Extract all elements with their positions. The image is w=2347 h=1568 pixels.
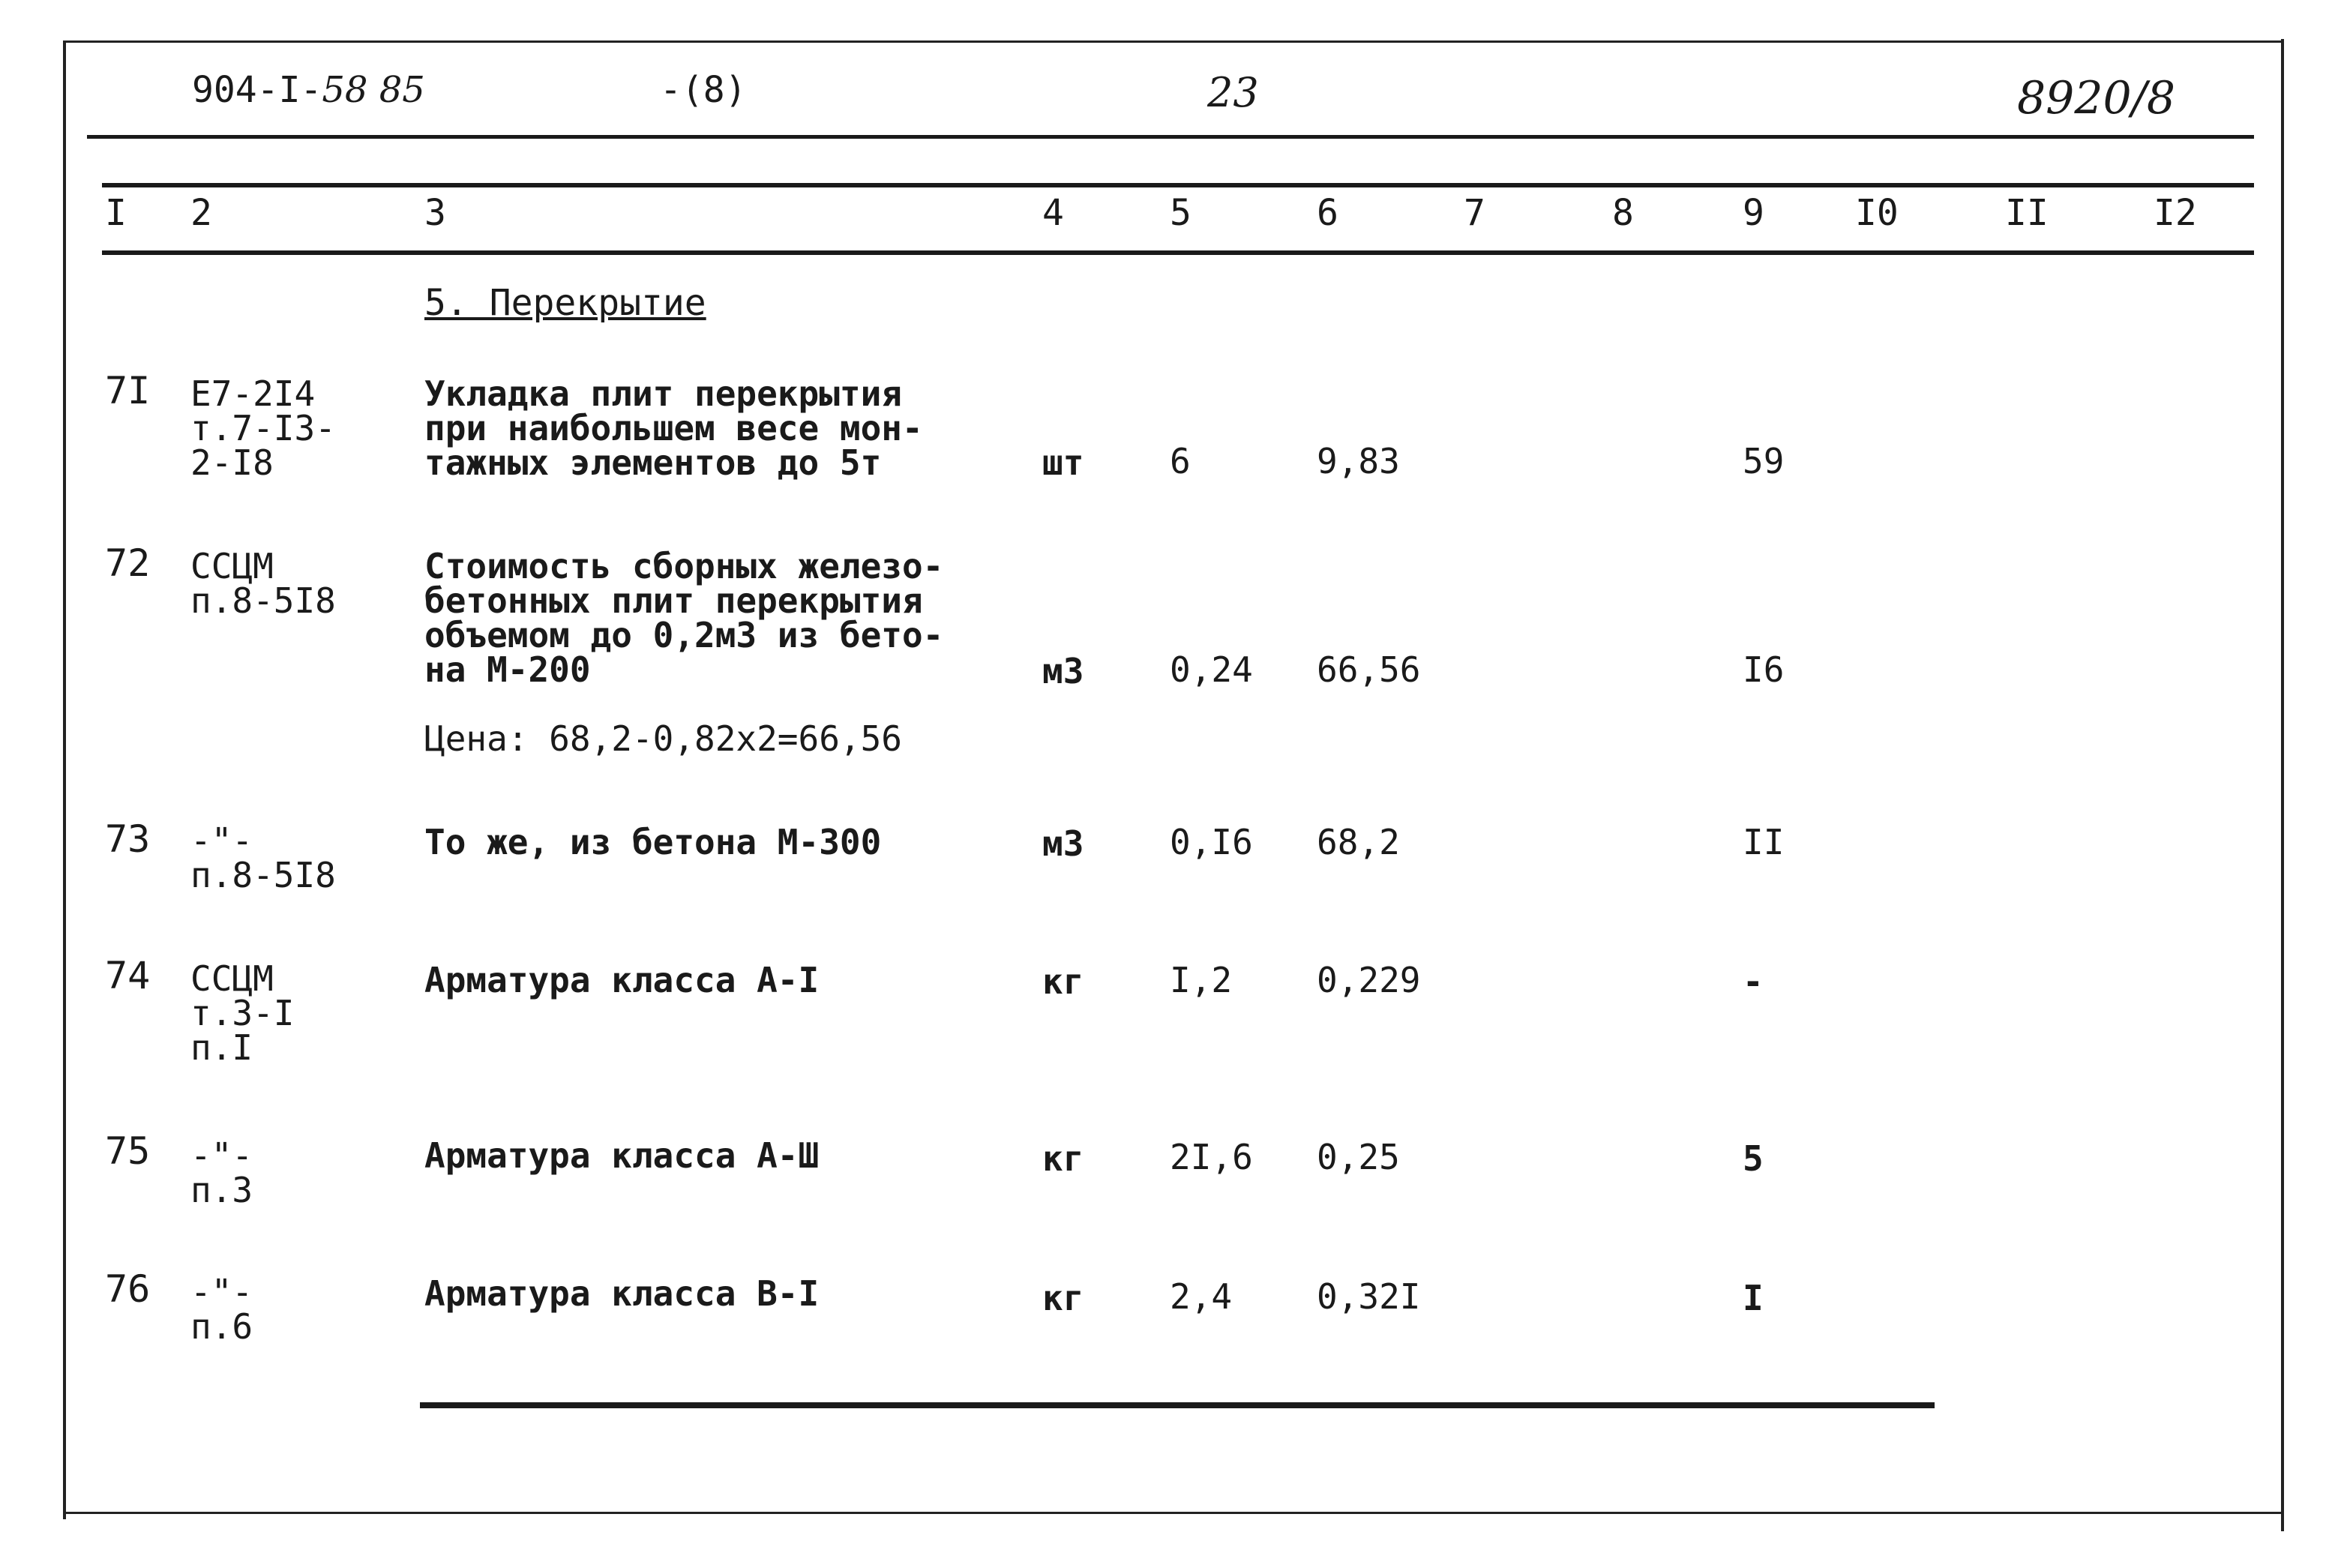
column-number: 9 xyxy=(1743,192,1764,234)
row-unit: кг xyxy=(1042,1138,1084,1179)
row-total: I6 xyxy=(1743,649,1785,690)
page-number: 23 xyxy=(1207,69,1259,116)
doc-code xyxy=(192,69,425,111)
frame-top-border xyxy=(63,40,2284,43)
row-unit: кг xyxy=(1042,1278,1084,1318)
row-description-line: Арматура класса А-Ш xyxy=(424,1135,820,1176)
row-number: 73 xyxy=(105,817,151,861)
row-number: 7I xyxy=(105,369,151,412)
row-price-note: Цена: 68,2-0,82х2=66,56 xyxy=(424,718,902,759)
row-unit-price: 0,32I xyxy=(1317,1276,1421,1317)
row-code-line: 2-I8 xyxy=(190,442,274,483)
column-header-bottom-rule xyxy=(102,250,2254,255)
row-unit-price: 66,56 xyxy=(1317,649,1421,690)
row-unit: кг xyxy=(1042,961,1084,1002)
sheet-number: 8920/8 xyxy=(2017,72,2176,124)
row-description-line: Арматура класса В-I xyxy=(424,1273,820,1314)
row-number: 75 xyxy=(105,1129,151,1173)
row-code-line: п.I xyxy=(190,1027,253,1068)
column-number: 5 xyxy=(1170,192,1191,234)
row-unit-price: 68,2 xyxy=(1317,822,1400,862)
frame-right-border xyxy=(2281,39,2284,1531)
row-code-line: п.6 xyxy=(190,1306,253,1347)
column-number: 3 xyxy=(424,192,446,234)
row-description-line: при наибольшем весе мон- xyxy=(424,408,923,448)
row-code-line: п.3 xyxy=(190,1170,253,1210)
row-description-line: То же, из бетона М-300 xyxy=(424,822,882,862)
row-total: - xyxy=(1743,961,1764,1002)
row-code-line: п.8-5I8 xyxy=(190,580,336,621)
row-unit-price: 9,83 xyxy=(1317,441,1400,481)
row-code-line: ССЦМ xyxy=(190,546,274,586)
closing-rule xyxy=(420,1402,1935,1408)
column-number: 8 xyxy=(1612,192,1634,234)
column-number: I2 xyxy=(2154,192,2197,234)
column-number: 6 xyxy=(1317,192,1338,234)
row-unit: м3 xyxy=(1042,823,1084,864)
row-quantity: 0,I6 xyxy=(1170,822,1253,862)
row-number: 76 xyxy=(105,1267,151,1311)
row-description-line: тажных элементов до 5т xyxy=(424,442,882,483)
row-code-line: п.8-5I8 xyxy=(190,855,336,895)
row-description-line: на М-200 xyxy=(424,649,591,690)
row-code-line: Е7-2I4 xyxy=(190,373,316,414)
row-total: II xyxy=(1743,822,1785,862)
doc-code-prefix: 904-I- xyxy=(192,69,322,111)
row-code-line: -"- xyxy=(190,820,253,861)
row-total: I xyxy=(1743,1278,1764,1318)
doc-code-handwritten: 58 85 xyxy=(322,69,425,111)
frame-left-border xyxy=(63,42,66,1519)
row-unit-price: 0,229 xyxy=(1317,960,1421,1000)
doc-part: -(8) xyxy=(660,69,747,111)
column-header-top-rule xyxy=(102,183,2254,187)
row-unit-price: 0,25 xyxy=(1317,1137,1400,1177)
row-unit: шт xyxy=(1042,442,1084,483)
row-code-line: -"- xyxy=(190,1272,253,1312)
header-rule xyxy=(87,135,2254,139)
column-number: 2 xyxy=(190,192,212,234)
row-quantity: 2I,6 xyxy=(1170,1137,1253,1177)
column-number: I xyxy=(105,192,127,234)
row-unit: м3 xyxy=(1042,651,1084,691)
section-title: 5. Перекрытие xyxy=(424,282,706,324)
column-number: 4 xyxy=(1042,192,1064,234)
row-number: 74 xyxy=(105,954,151,997)
row-quantity: I,2 xyxy=(1170,960,1233,1000)
row-description-line: Арматура класса А-I xyxy=(424,960,820,1000)
row-description-line: Укладка плит перекрытия xyxy=(424,373,902,414)
column-number: II xyxy=(2005,192,2049,234)
column-number: I0 xyxy=(1855,192,1899,234)
row-quantity: 6 xyxy=(1170,441,1191,481)
row-code-line: т.7-I3- xyxy=(190,408,336,448)
row-total: 5 xyxy=(1743,1138,1764,1179)
row-code-line: -"- xyxy=(190,1135,253,1176)
row-code-line: т.3-I xyxy=(190,993,295,1033)
row-description-line: бетонных плит перекрытия xyxy=(424,580,923,621)
row-description-line: объемом до 0,2м3 из бето- xyxy=(424,615,944,655)
row-code-line: ССЦМ xyxy=(190,958,274,999)
row-quantity: 0,24 xyxy=(1170,649,1253,690)
frame-bottom-border xyxy=(66,1512,2284,1514)
row-number: 72 xyxy=(105,541,151,585)
row-quantity: 2,4 xyxy=(1170,1276,1233,1317)
column-number: 7 xyxy=(1464,192,1485,234)
row-description-line: Стоимость сборных железо- xyxy=(424,546,944,586)
row-total: 59 xyxy=(1743,441,1785,481)
